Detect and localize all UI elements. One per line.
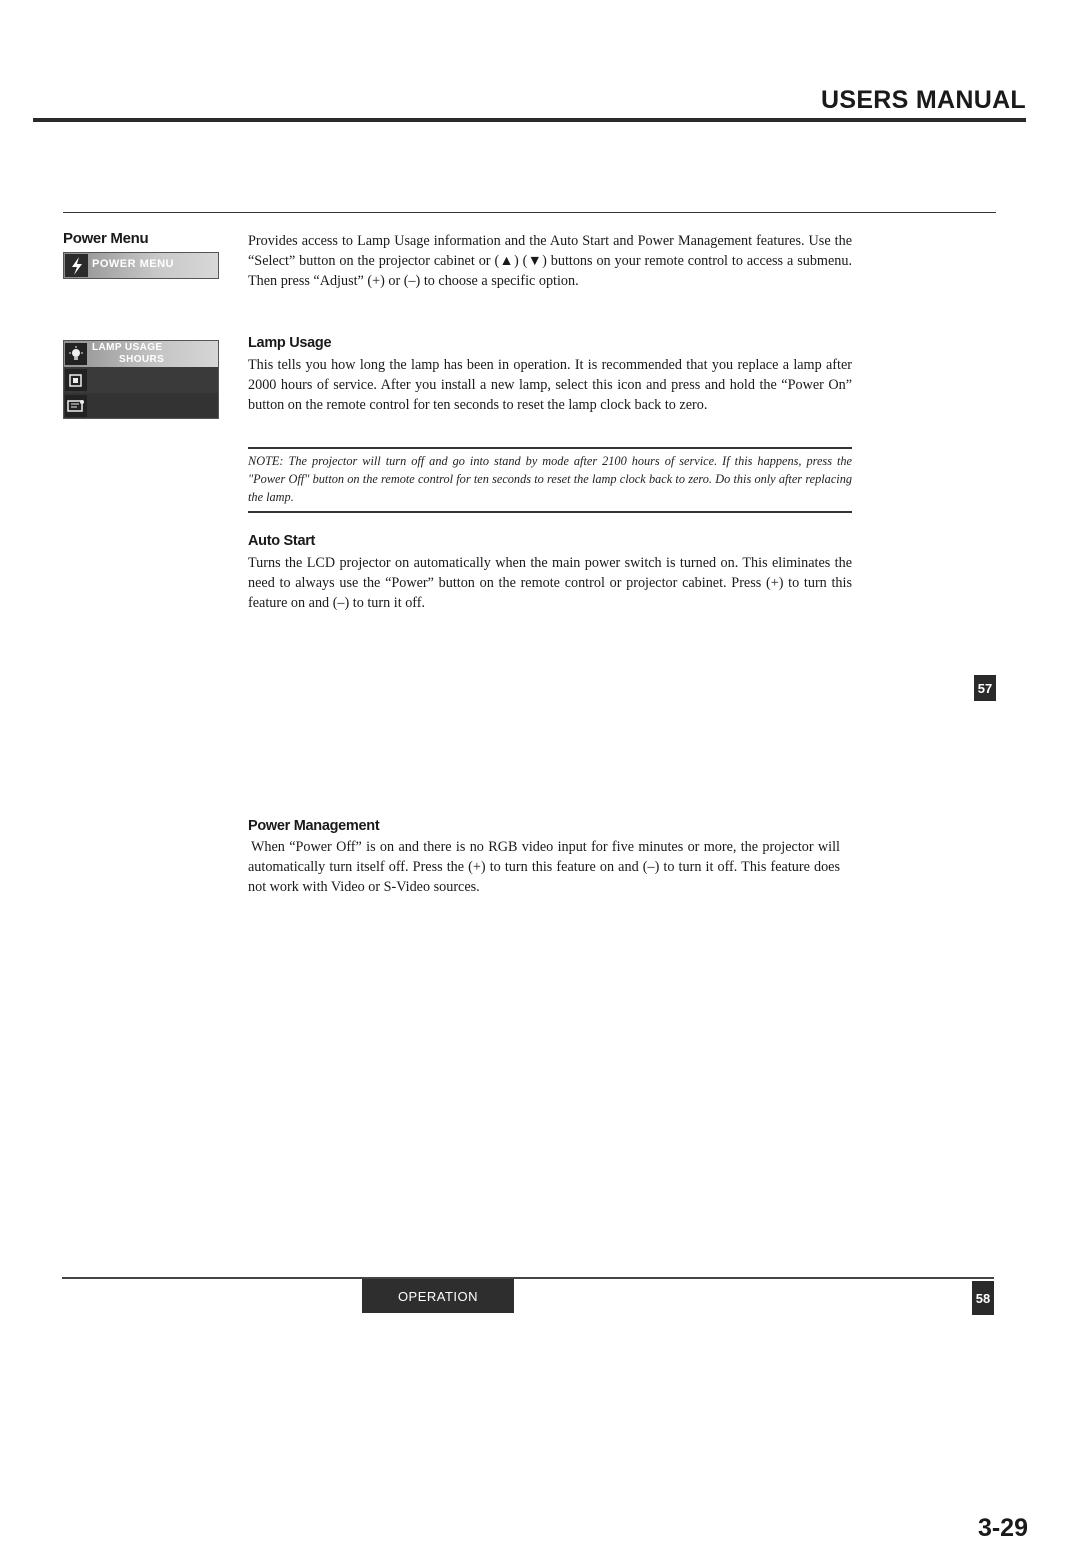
lamp-icon (65, 343, 87, 365)
note-bottom-rule (248, 511, 852, 513)
note-top-rule (248, 447, 852, 449)
lamp-usage-heading: Lamp Usage (248, 335, 332, 351)
lamp-usage-paragraph: This tells you how long the lamp has been in operation. It is recommended that you replace a lamp after 2000 hours of service. After you install a new lamp, select this icon and press and hold the “Power On” button on the remote control for ten seconds to reset the lamp clock back to zero. (248, 357, 852, 413)
submenu-row-power-management (64, 393, 218, 418)
page-badge-57: 57 (974, 675, 996, 701)
power-management-icon (65, 395, 87, 417)
footer-divider (62, 1277, 994, 1279)
auto-start-paragraph: Turns the LCD projector on automatically when the main power switch is turned on. This eliminates the need to always use the “Power” button on the remote control or projector cabinet. Press (+) to turn this feature on and (–) to turn it off. (248, 555, 852, 611)
note-text: The projector will turn off and go into stand by mode after 2100 hours of service. If this happens, press the "Power Off" button on the remote control for ten seconds to reset the lamp clock back to zero. Do this only after replacing the lamp. (248, 454, 853, 504)
page-header-title: USERS MANUAL (821, 86, 1026, 114)
submenu-row-lamp (64, 341, 218, 367)
operation-tab: OPERATION (362, 1279, 514, 1313)
power-bolt-icon (65, 254, 88, 277)
note-box (248, 452, 852, 506)
submenu-lamp-usage-label: LAMP USAGE (92, 342, 163, 353)
auto-start-heading: Auto Start (248, 533, 316, 549)
submenu-row-auto-start (64, 367, 218, 393)
intro-paragraph: Provides access to Lamp Usage information and the Auto Start and Power Management features. Use the “Select” button on the projector cabinet or (▲) (▼) buttons on your remote control to access a submenu. Then press “Adjust” (+) or (–) to choose a specific option. (248, 233, 852, 289)
power-management-paragraph: When “Power Off” is on and there is no RGB video input for five minutes or more, the projector will automatically turn itself off. Press the (+) to turn this feature on and (–) to turn it off. This feature does not work with Video or S-Video sources. (248, 839, 840, 895)
power-menu-label: POWER MENU (92, 258, 174, 270)
auto-start-icon (65, 369, 87, 391)
power-management-heading: Power Management (248, 818, 380, 834)
note-label: NOTE: (248, 454, 284, 468)
submenu-hours-label: SHOURS (119, 354, 165, 365)
power-menu-heading: Power Menu (63, 230, 149, 247)
page-badge-58: 58 (972, 1281, 994, 1315)
section-divider (63, 212, 996, 213)
lamp-usage-submenu (63, 340, 219, 419)
header-divider (33, 118, 1026, 122)
page-number: 3-29 (977, 1514, 1028, 1542)
power-menu-bar (63, 252, 219, 279)
